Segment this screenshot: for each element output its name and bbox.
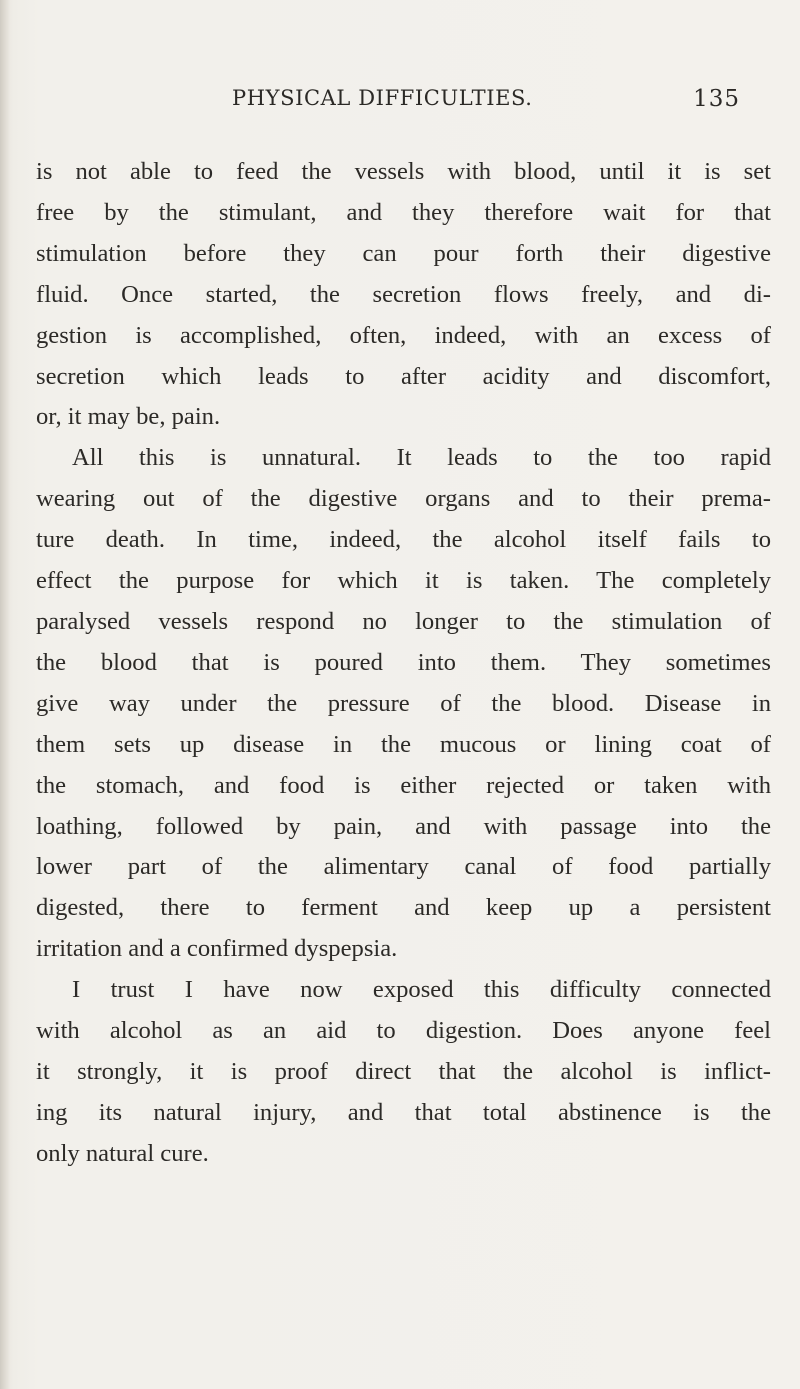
text-line: is not able to feed the vessels with blood, until it is set bbox=[36, 158, 771, 185]
text-line: All this is unnatural. It leads to the too rapid bbox=[72, 444, 771, 472]
text-line: fluid. Once started, the secretion flows freely, and di- bbox=[36, 280, 771, 308]
text-line: paralysed vessels respond no longer to the stimulation of bbox=[36, 607, 771, 635]
running-title: PHYSICAL DIFFICULTIES. bbox=[232, 86, 533, 110]
text-line: with alcohol as an aid to digestion. Does anyone feel bbox=[36, 1017, 771, 1045]
text-line: it strongly, it is proof direct that the alcohol is inflict- bbox=[36, 1057, 771, 1085]
text-line: secretion which leads to after acidity and discomfort, bbox=[36, 362, 771, 390]
text-line: only natural cure. bbox=[36, 1139, 209, 1167]
text-line: ing its natural injury, and that total abstinence is the bbox=[36, 1098, 771, 1126]
text-line: give way under the pressure of the blood. Disease in bbox=[36, 689, 771, 717]
text-line: free by the stimulant, and they therefore wait for that bbox=[36, 198, 771, 226]
text-line: them sets up disease in the mucous or lining coat of bbox=[36, 730, 771, 758]
text-line: irritation and a confirmed dyspepsia. bbox=[36, 935, 398, 963]
text-line: the blood that is poured into them. They sometimes bbox=[36, 648, 771, 676]
text-line: the stomach, and food is either rejected or taken with bbox=[36, 771, 771, 799]
text-line: wearing out of the digestive organs and to their prema- bbox=[36, 485, 771, 513]
paragraph-2 bbox=[36, 438, 771, 970]
text-line: effect the purpose for which it is taken. The completely bbox=[36, 567, 771, 595]
text-line: ture death. In time, indeed, the alcohol itself fails to bbox=[36, 526, 771, 554]
paragraph-3 bbox=[36, 970, 771, 1175]
text-line: lower part of the alimentary canal of food partially bbox=[36, 853, 771, 881]
text-line: loathing, followed by pain, and with passage into the bbox=[36, 812, 771, 840]
body-text bbox=[36, 152, 771, 1175]
text-line: I trust I have now exposed this difficulty connected bbox=[72, 976, 771, 1004]
text-line: gestion is accomplished, often, indeed, with an excess of bbox=[36, 321, 771, 349]
text-line: or, it may be, pain. bbox=[36, 403, 221, 431]
running-head bbox=[232, 86, 740, 120]
text-line: stimulation before they can pour forth their digestive bbox=[36, 239, 771, 267]
page-binding-shadow bbox=[0, 0, 10, 1389]
page-number: 135 bbox=[693, 86, 740, 112]
paragraph-1 bbox=[36, 152, 771, 438]
text-line: digested, there to ferment and keep up a persistent bbox=[36, 894, 771, 922]
